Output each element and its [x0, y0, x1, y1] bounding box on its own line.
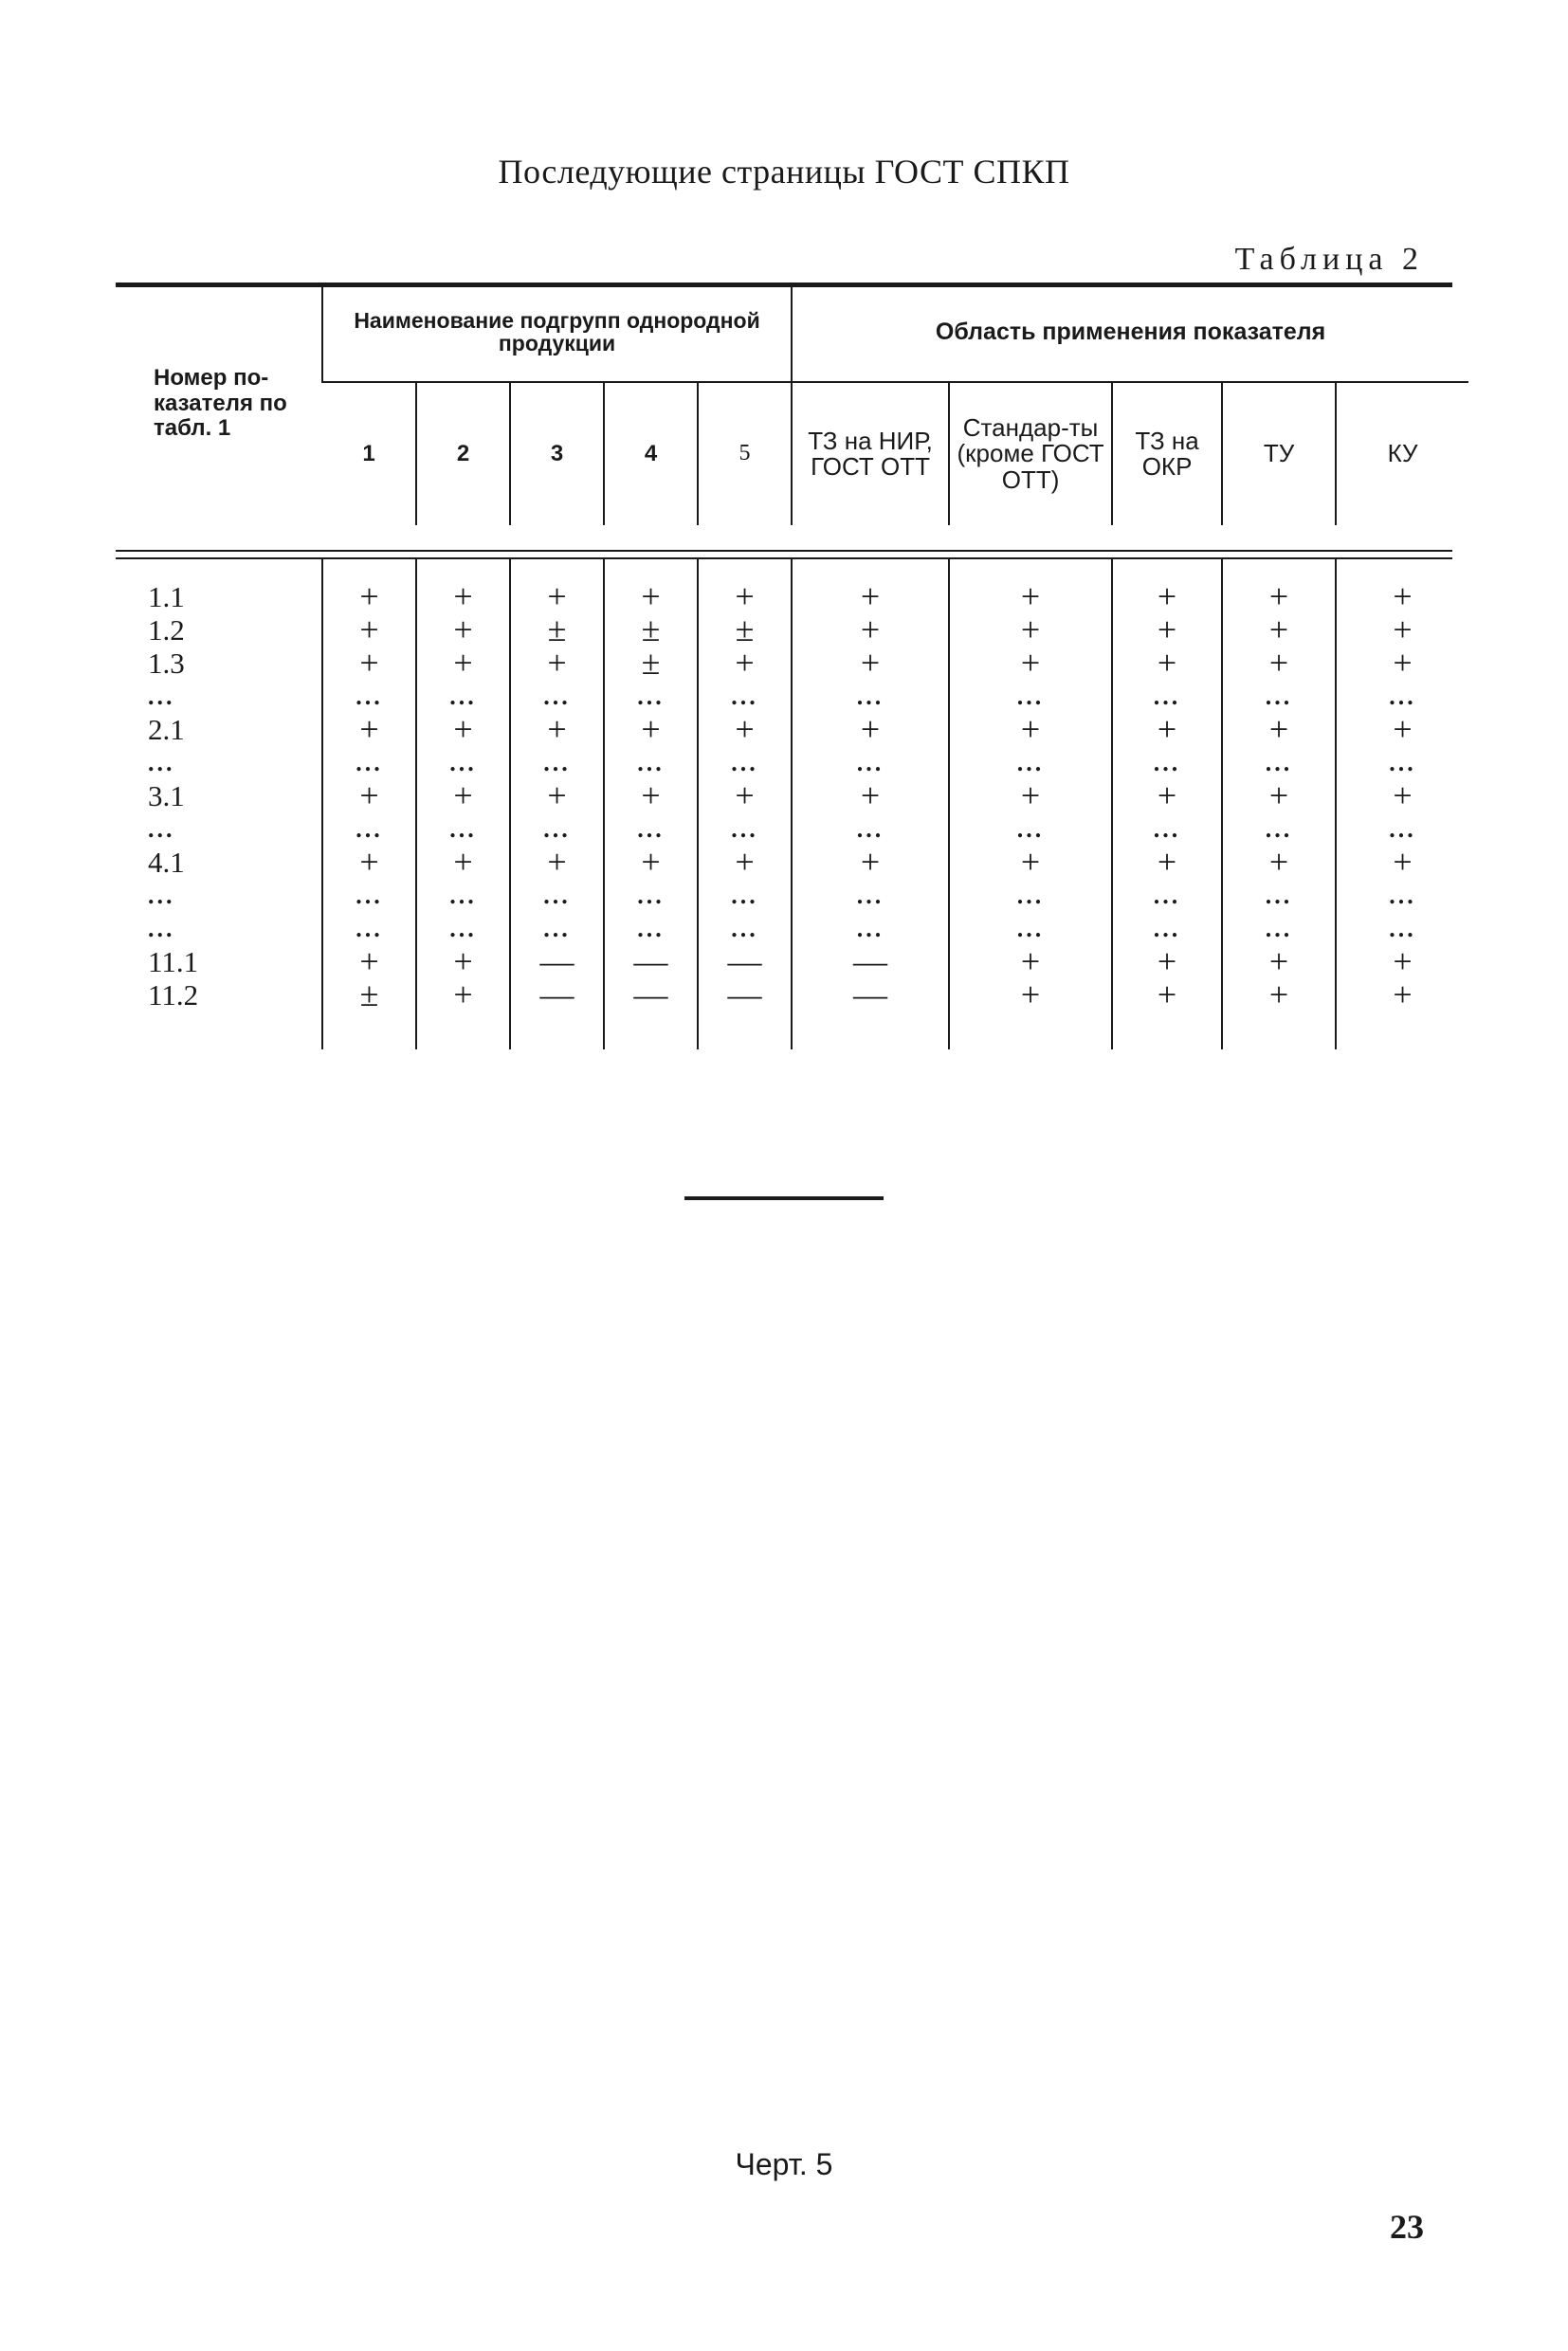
table-cell: +	[1112, 846, 1222, 879]
scope-col-tz-okr: ТЗ на ОКР	[1112, 382, 1222, 525]
table-cell: ...	[949, 812, 1112, 846]
row-number: 11.2	[148, 978, 199, 1011]
table-cell: ...	[604, 879, 698, 912]
table-cell: +	[416, 559, 510, 613]
row-number: ...	[148, 749, 175, 776]
table-cell: +	[698, 846, 792, 879]
table-cell: ...	[1222, 912, 1336, 945]
table-cell: ...	[792, 912, 949, 945]
table-cell: ...	[1112, 812, 1222, 846]
table-cell: ...	[1112, 746, 1222, 779]
table-cell: +	[1222, 779, 1336, 812]
table-cell: ...	[322, 879, 416, 912]
table-cell: ...	[1336, 680, 1468, 713]
table-row	[116, 945, 1468, 978]
table-cell: +	[949, 713, 1112, 746]
table-cell: ...	[1336, 812, 1468, 846]
header-number: Номер по-казателя по табл. 1	[154, 365, 287, 442]
table-cell: +	[792, 713, 949, 746]
table-cell: +	[1222, 647, 1336, 680]
table-cell: +	[322, 846, 416, 879]
table-row	[116, 647, 1468, 680]
table-cell: ...	[792, 746, 949, 779]
table-cell: +	[698, 647, 792, 680]
table-row	[116, 846, 1468, 879]
table-row	[116, 912, 1468, 945]
table-cell: +	[322, 613, 416, 647]
row-number: 4.1	[148, 846, 185, 879]
table-cell: +	[1222, 978, 1336, 1049]
subgroup-col-2: 2	[416, 382, 510, 525]
table-cell: ...	[510, 912, 604, 945]
row-number: 1.2	[148, 613, 185, 647]
row-number: 1.3	[148, 647, 185, 680]
table-row	[116, 812, 1468, 846]
subgroup-col-5: 5	[698, 382, 792, 525]
page-title: Последующие страницы ГОСТ СПКП	[498, 153, 1070, 191]
table-cell: ±	[322, 978, 416, 1049]
table-cell: —	[510, 978, 604, 1049]
table-cell: +	[1336, 713, 1468, 746]
row-number: ...	[148, 683, 175, 710]
table-cell: +	[949, 613, 1112, 647]
table-cell: +	[322, 647, 416, 680]
table-cell: ...	[322, 912, 416, 945]
table-cell: +	[1112, 945, 1222, 978]
table-cell: +	[1222, 713, 1336, 746]
table-cell: ...	[510, 879, 604, 912]
table-cell: +	[604, 559, 698, 613]
table-cell: —	[604, 945, 698, 978]
table-cell: +	[1112, 779, 1222, 812]
table-cell: +	[1112, 978, 1222, 1049]
table-cell: +	[1112, 613, 1222, 647]
row-number: ...	[148, 882, 175, 909]
table-cell: ...	[698, 879, 792, 912]
subgroup-col-3: 3	[510, 382, 604, 525]
table-row	[116, 713, 1468, 746]
page-number: 23	[1390, 2208, 1424, 2246]
scope-col-standards: Стандар-ты (кроме ГОСТ ОТТ)	[949, 382, 1112, 525]
table-cell: +	[1336, 945, 1468, 978]
table-cell: +	[792, 846, 949, 879]
table-cell: +	[1336, 978, 1468, 1049]
header-subgroups: Наименование подгрупп однородной продукции	[322, 282, 792, 382]
table-cell: ...	[416, 912, 510, 945]
table-cell: +	[1222, 945, 1336, 978]
table-cell: +	[792, 647, 949, 680]
table-cell: ...	[510, 746, 604, 779]
table-cell: +	[604, 713, 698, 746]
table-cell: +	[322, 559, 416, 613]
table-row	[116, 680, 1468, 713]
table-cell: +	[949, 846, 1112, 879]
table-cell: ...	[604, 912, 698, 945]
table-row	[116, 559, 1468, 613]
table-cell: ±	[604, 647, 698, 680]
table-cell: —	[698, 945, 792, 978]
table-cell: ...	[1112, 912, 1222, 945]
row-number: 11.1	[148, 945, 199, 978]
table-cell: ±	[510, 613, 604, 647]
table-cell: +	[416, 978, 510, 1049]
table-cell: +	[416, 713, 510, 746]
row-number: 3.1	[148, 779, 185, 812]
table-cell: —	[604, 978, 698, 1049]
table-cell: +	[698, 779, 792, 812]
table-cell: +	[949, 945, 1112, 978]
table-cell: +	[510, 559, 604, 613]
table-cell: ...	[1222, 746, 1336, 779]
header-double-rule	[116, 550, 1452, 559]
table-cell: +	[792, 613, 949, 647]
table-cell: ...	[1336, 879, 1468, 912]
table-cell: +	[792, 559, 949, 613]
table-cell: ±	[698, 613, 792, 647]
table-cell: +	[416, 613, 510, 647]
table-cell: ...	[949, 680, 1112, 713]
table-cell: ...	[949, 746, 1112, 779]
table-row	[116, 613, 1468, 647]
table-cell: ...	[792, 879, 949, 912]
table-cell: +	[698, 559, 792, 613]
table-cell: ...	[698, 680, 792, 713]
table-cell: ...	[604, 746, 698, 779]
table-cell: ...	[1112, 680, 1222, 713]
table-cell: ...	[1336, 746, 1468, 779]
table-cell: ...	[510, 812, 604, 846]
table-cell: +	[510, 713, 604, 746]
table-cell: +	[949, 647, 1112, 680]
table-cell: —	[792, 978, 949, 1049]
table-cell: +	[510, 779, 604, 812]
figure-caption: Черт. 5	[735, 2147, 833, 2181]
table-cell: ...	[792, 680, 949, 713]
table-cell: ...	[322, 746, 416, 779]
table-cell: +	[1336, 613, 1468, 647]
table-cell: ...	[604, 680, 698, 713]
subgroup-col-1: 1	[322, 382, 416, 525]
row-number: ...	[148, 815, 175, 843]
table-cell: +	[1222, 613, 1336, 647]
table-cell: +	[322, 713, 416, 746]
table-cell: +	[1336, 647, 1468, 680]
table-cell: ...	[416, 746, 510, 779]
table-cell: +	[510, 647, 604, 680]
table-row	[116, 978, 1468, 1049]
table-cell: +	[416, 779, 510, 812]
table-cell: +	[604, 779, 698, 812]
table-cell: —	[510, 945, 604, 978]
table-cell: +	[949, 559, 1112, 613]
table-cell: ...	[698, 912, 792, 945]
end-rule	[684, 1196, 884, 1200]
table-cell: +	[416, 647, 510, 680]
scope-col-ku: КУ	[1336, 382, 1468, 525]
subgroup-col-4: 4	[604, 382, 698, 525]
table-cell: ...	[604, 812, 698, 846]
table-row	[116, 746, 1468, 779]
header-scope: Область применения показателя	[792, 282, 1468, 382]
table-cell: +	[510, 846, 604, 879]
row-number: ...	[148, 915, 175, 942]
table-cell: ...	[1222, 812, 1336, 846]
table-cell: +	[698, 713, 792, 746]
table-body	[116, 559, 1468, 1049]
table-cell: ...	[510, 680, 604, 713]
table-cell: ...	[949, 912, 1112, 945]
table-cell: ...	[1222, 680, 1336, 713]
table-cell: ±	[604, 613, 698, 647]
row-number: 2.1	[148, 713, 185, 746]
scope-col-tz-nir: ТЗ на НИР, ГОСТ ОТТ	[792, 382, 949, 525]
table-cell: +	[322, 945, 416, 978]
table-cell: ...	[698, 746, 792, 779]
table-cell: ...	[322, 812, 416, 846]
table-cell: +	[1112, 559, 1222, 613]
table-cell: —	[792, 945, 949, 978]
table-cell: ...	[322, 680, 416, 713]
table-cell: ...	[698, 812, 792, 846]
table-cell: —	[698, 978, 792, 1049]
table-cell: ...	[1112, 879, 1222, 912]
table-row	[116, 879, 1468, 912]
table-cell: ...	[1222, 879, 1336, 912]
table-cell: ...	[949, 879, 1112, 912]
table-header	[116, 282, 1452, 525]
table-cell: +	[1222, 559, 1336, 613]
table-head-grid	[116, 282, 1468, 525]
table-cell: ...	[416, 812, 510, 846]
table-cell: +	[949, 779, 1112, 812]
table-cell: +	[1336, 779, 1468, 812]
table-cell: ...	[416, 879, 510, 912]
table-row	[116, 779, 1468, 812]
table-cell: +	[416, 945, 510, 978]
row-number: 1.1	[148, 580, 185, 613]
table-cell: +	[1112, 647, 1222, 680]
table-label: Таблица 2	[1234, 242, 1424, 277]
table-cell: +	[1222, 846, 1336, 879]
table-cell: +	[1336, 846, 1468, 879]
table-cell: +	[949, 978, 1112, 1049]
table-cell: ...	[792, 812, 949, 846]
table-cell: ...	[1336, 912, 1468, 945]
table-cell: +	[792, 779, 949, 812]
table-cell: +	[322, 779, 416, 812]
table-cell: +	[1336, 559, 1468, 613]
table-cell: +	[416, 846, 510, 879]
table-cell: +	[604, 846, 698, 879]
scope-col-tu: ТУ	[1222, 382, 1336, 525]
table-cell: +	[1112, 713, 1222, 746]
table-cell: ...	[416, 680, 510, 713]
